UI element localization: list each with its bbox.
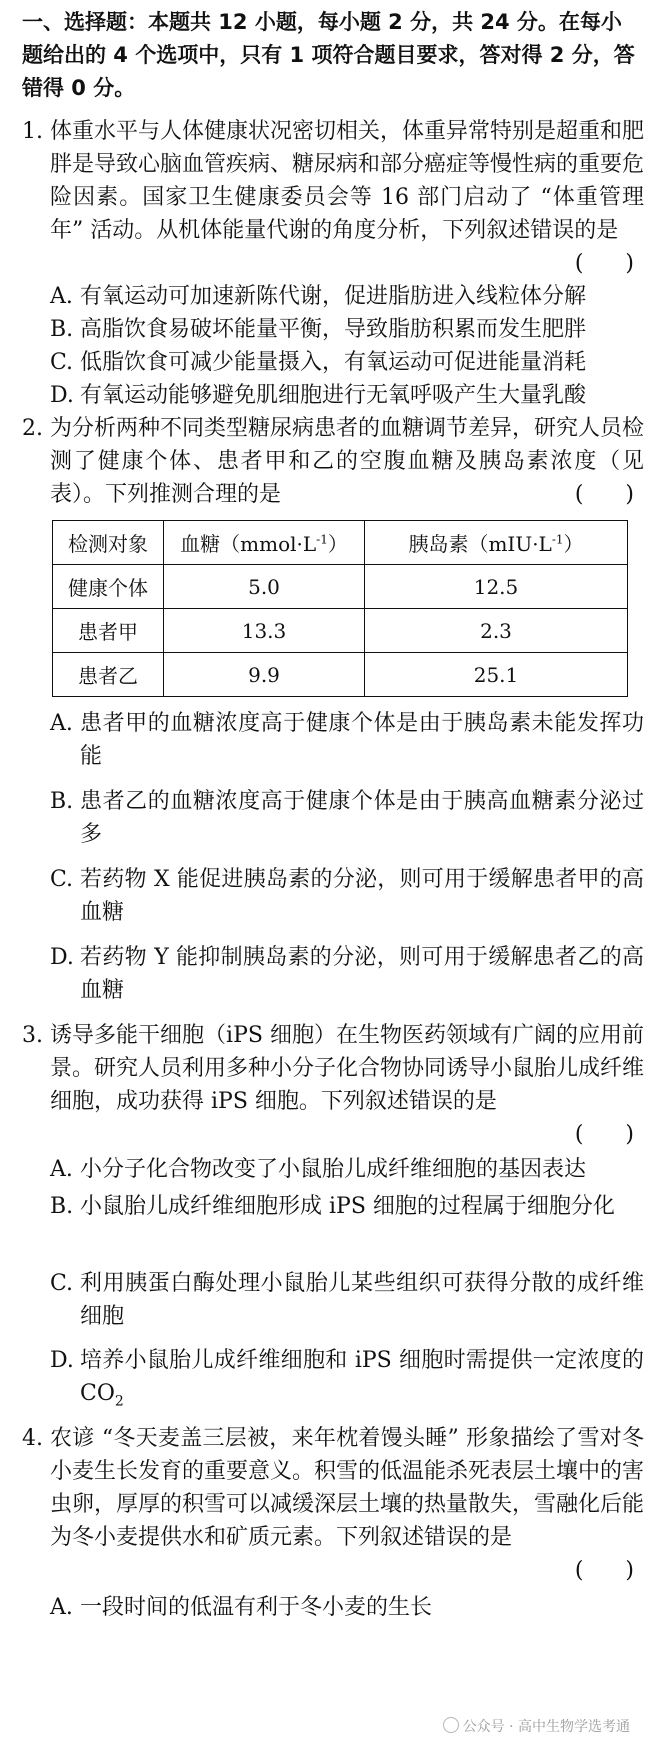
option-text: 有氧运动可加速新陈代谢，促进脂肪进入线粒体分解 [80,284,587,309]
question-number: 4. [22,1426,43,1451]
option-c [50,346,644,379]
option-label: B. [50,317,74,342]
table-cell: 25.1 [365,653,628,697]
option-a [50,1153,644,1186]
option-text: 小分子化合物改变了小鼠胎儿成纤维细胞的基因表达 [80,1157,587,1182]
option-label: D. [50,1348,74,1373]
option-c [50,1267,644,1333]
option-label: A. [50,1595,73,1620]
table-header-cell: 血糖$(mmol\cdot L^{-1})$ [164,521,365,565]
question-number: 3. [22,1023,43,1048]
table-row [53,609,628,653]
table-cell: 患者甲 [53,609,164,653]
option-b [50,313,644,346]
option-a [50,280,644,313]
answer-blank: ( ) [574,482,634,507]
table-cell: 9.9 [164,653,365,697]
option-text: 培养小鼠胎儿成纤维细胞和 iPS 细胞时需提供一定浓度的 $CO_2$ [80,1348,644,1410]
option-label: A. [50,284,73,309]
watermark [443,1716,630,1736]
option-text: 一段时间的低温有利于冬小麦的生长 [80,1595,433,1620]
table-cell: 2.3 [365,609,628,653]
table-row [53,565,628,609]
wechat-icon [443,1717,459,1733]
option-d [50,379,644,412]
table-header-cell: 胰岛素$(mIU\cdot L^{-1})$ [365,521,628,565]
question-number: 1. [22,119,43,144]
table-cell: 13.3 [164,609,365,653]
option-label: B. [50,789,74,814]
option-label: B. [50,1194,74,1219]
question-stem: 体重水平与人体健康状况密切相关，体重异常特别是超重和肥胖是导致心脑血管疾病、糖尿病和部分癌症等慢性病的重要危险因素。国家卫生健康委员会等 16 部门启动了 “体重管理年” 活动。从机体能量代谢的角度分析，下列叙述错误的是 [50,119,645,243]
option-text: 有氧运动能够避免肌细胞进行无氧呼吸产生大量乳酸 [80,383,587,408]
option-d [50,1344,644,1418]
option-text: 高脂饮食易破坏能量平衡，导致脂肪积累而发生肥胖 [80,317,587,342]
table-cell: 健康个体 [53,565,164,609]
option-text: 若药物 X 能促进胰岛素的分泌，则可用于缓解患者甲的高血糖 [80,867,644,925]
table-cell: 患者乙 [53,653,164,697]
table-cell: 5.0 [164,565,365,609]
table-row [53,653,628,697]
option-label: D. [50,945,74,970]
question-stem: 为分析两种不同类型糖尿病患者的血糖调节差异，研究人员检测了健康个体、患者甲和乙的空腹血糖及胰岛素浓度（见表）。下列推测合理的是 [50,416,645,507]
table-header-cell: 检测对象 [53,521,164,565]
option-text: 若药物 Y 能抑制胰岛素的分泌，则可用于缓解患者乙的高血糖 [80,945,644,1003]
option-label: C. [50,350,74,375]
option-label: C. [50,1271,74,1296]
option-label: A. [50,1157,73,1182]
option-label: D. [50,383,74,408]
option-a [50,1591,644,1624]
section-heading: 一、选择题：本题共 12 小题，每小题 2 分，共 24 分。在每小题给出的 4 个选项中，只有 1 项符合题目要求，答对得 2 分，答错得 0 分。 [22,10,635,100]
option-text: 利用胰蛋白酶处理小鼠胎儿某些组织可获得分散的成纤维细胞 [80,1271,644,1329]
option-d [50,941,644,1007]
option-text: 患者乙的血糖浓度高于健康个体是由于胰高血糖素分泌过多 [80,789,644,847]
option-text: 患者甲的血糖浓度高于健康个体是由于胰岛素未能发挥功能 [80,711,644,769]
option-label: A. [50,711,73,736]
answer-blank: ( ) [574,1122,634,1147]
table-header-row [53,521,628,565]
answer-blank: ( ) [574,251,634,276]
option-c [50,863,644,929]
table-cell: 12.5 [365,565,628,609]
question-stem: 诱导多能干细胞（iPS 细胞）在生物医药领域有广阔的应用前景。研究人员利用多种小分子化合物协同诱导小鼠胎儿成纤维细胞，成功获得 iPS 细胞。下列叙述错误的是 [50,1023,645,1114]
question-number: 2. [22,416,43,441]
option-text: 小鼠胎儿成纤维细胞形成 iPS 细胞的过程属于细胞分化 [80,1194,615,1219]
option-b [50,1190,644,1223]
option-text: 低脂饮食可减少能量摄入，有氧运动可促进能量消耗 [80,350,587,375]
option-b [50,785,644,851]
option-label: C. [50,867,74,892]
answer-blank: ( ) [574,1558,634,1583]
question-stem: 农谚 “冬天麦盖三层被，来年枕着馒头睡” 形象描绘了雪对冬小麦生长发育的重要意义。积雪的低温能杀死表层土壤中的害虫卵，厚厚的积雪可以减缓深层土壤的热量散失，雪融化后能为冬小麦提供水和矿质元素。下列叙述错误的是 [50,1426,645,1550]
option-a [50,707,644,773]
data-table [52,520,628,697]
watermark-text: 公众号 · 高中生物学选考通 [462,1719,630,1735]
